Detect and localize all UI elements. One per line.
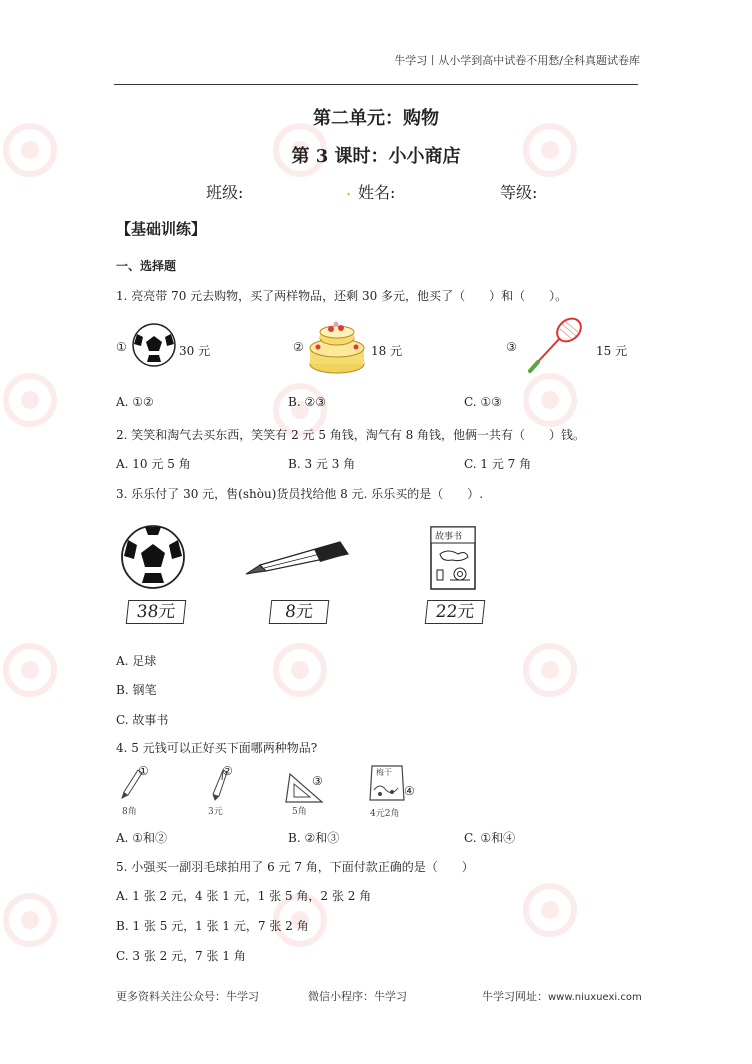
q4-item-price: 8角 (122, 807, 137, 817)
grade-label: 等级: (500, 183, 538, 202)
q2-option-b[interactable]: B. 3 元 3 角 (288, 457, 356, 471)
watermark-logo-icon (520, 640, 580, 700)
price-tag: 22元 (425, 600, 486, 624)
q3-option-c[interactable]: C. 故事书 (116, 713, 169, 727)
page-header: 牛学习丨从小学到高中试卷不用愁/全科真题试卷库 (394, 54, 640, 67)
q4-item-price: 3元 (208, 807, 223, 817)
price-tag: 8元 (269, 600, 330, 624)
q4-option-b[interactable]: B. ②和③ (288, 831, 340, 845)
snack-bag-label: 梅干 (376, 768, 392, 777)
watermark-logo-icon (0, 370, 60, 430)
q1-option-b[interactable]: B. ②③ (288, 395, 326, 409)
badminton-racket-icon (524, 314, 588, 374)
q2-option-a[interactable]: A. 10 元 5 角 (116, 457, 191, 471)
class-label: 班级: (206, 183, 244, 202)
footer-mini-program: 微信小程序：牛学习 (308, 990, 407, 1003)
lesson-title: 第 3 课时：小小商店 (291, 146, 461, 167)
soccer-ball-icon (120, 524, 186, 590)
question-4-stem: 4. 5 元钱可以正好买下面哪两种物品? (116, 741, 318, 755)
q5-option-c[interactable]: C. 3 张 2 元，7 张 1 角 (116, 949, 246, 963)
q1-item-mark: ③ (506, 340, 517, 354)
q4-item-mark: ① (138, 764, 149, 778)
section-heading: 【基础训练】 (116, 220, 207, 238)
question-5-stem: 5. 小强买一副羽毛球拍用了 6 元 7 角，下面付款正确的是（ ） (116, 860, 474, 874)
cake-icon (306, 316, 368, 376)
q1-item-mark: ② (293, 340, 304, 354)
q5-option-b[interactable]: B. 1 张 5 元，1 张 1 元，7 张 2 角 (116, 919, 309, 933)
question-3-stem: 3. 乐乐付了 30 元，售(shòu)货员找给他 8 元. 乐乐买的是（ ）. (116, 487, 484, 501)
q4-item-price: 4元2角 (370, 809, 400, 819)
name-label: 姓名: (358, 183, 396, 202)
q1-option-c[interactable]: C. ①③ (464, 395, 502, 409)
watermark-logo-icon (520, 880, 580, 940)
q4-item-price: 5角 (292, 807, 307, 817)
q1-option-a[interactable]: A. ①② (116, 395, 154, 409)
watermark-logo-icon (270, 640, 330, 700)
q3-option-a[interactable]: A. 足球 (116, 654, 157, 668)
storybook-cover-title: 故事书 (435, 532, 463, 542)
fountain-pen-icon (244, 538, 356, 578)
q4-item-mark: ② (222, 764, 233, 778)
accent-dot: . (346, 180, 352, 199)
q4-item-mark: ④ (404, 784, 415, 798)
question-1-stem: 1. 亮亮带 70 元去购物，买了两样物品，还剩 30 多元，他买了（ ）和（ ）。 (116, 289, 568, 303)
header-divider (114, 84, 638, 85)
footer-website (482, 988, 642, 1004)
q1-item-mark: ① (116, 340, 127, 354)
q4-item-mark: ③ (312, 774, 323, 788)
watermark-logo-icon (520, 370, 580, 430)
q1-item-price: 18 元 (371, 344, 403, 358)
q1-item-price: 15 元 (596, 344, 628, 358)
soccer-ball-icon (131, 322, 177, 368)
footer-wechat-account: 更多资料关注公众号：牛学习 (116, 990, 259, 1003)
watermark-logo-icon (0, 890, 60, 950)
q4-option-c[interactable]: C. ①和④ (464, 831, 516, 845)
unit-title: 第二单元：购物 (313, 108, 439, 129)
footer-website-label: 牛学习网址： (482, 990, 548, 1003)
footer-website-link[interactable]: www.niuxuexi.com (548, 992, 642, 1003)
watermark-logo-icon (0, 640, 60, 700)
q3-option-b[interactable]: B. 钢笔 (116, 683, 157, 697)
q4-option-a[interactable]: A. ①和② (116, 831, 168, 845)
q5-option-a[interactable]: A. 1 张 2 元，4 张 1 元，1 张 5 角，2 张 2 角 (116, 889, 372, 903)
question-2-stem: 2. 笑笑和淘气去买东西，笑笑有 2 元 5 角钱，淘气有 8 角钱，他俩一共有（ ）钱。 (116, 428, 586, 442)
price-tag: 38元 (126, 600, 187, 624)
q2-option-c[interactable]: C. 1 元 7 角 (464, 457, 532, 471)
sub-heading: 一、选择题 (116, 259, 177, 273)
q1-item-price: 30 元 (179, 344, 211, 358)
